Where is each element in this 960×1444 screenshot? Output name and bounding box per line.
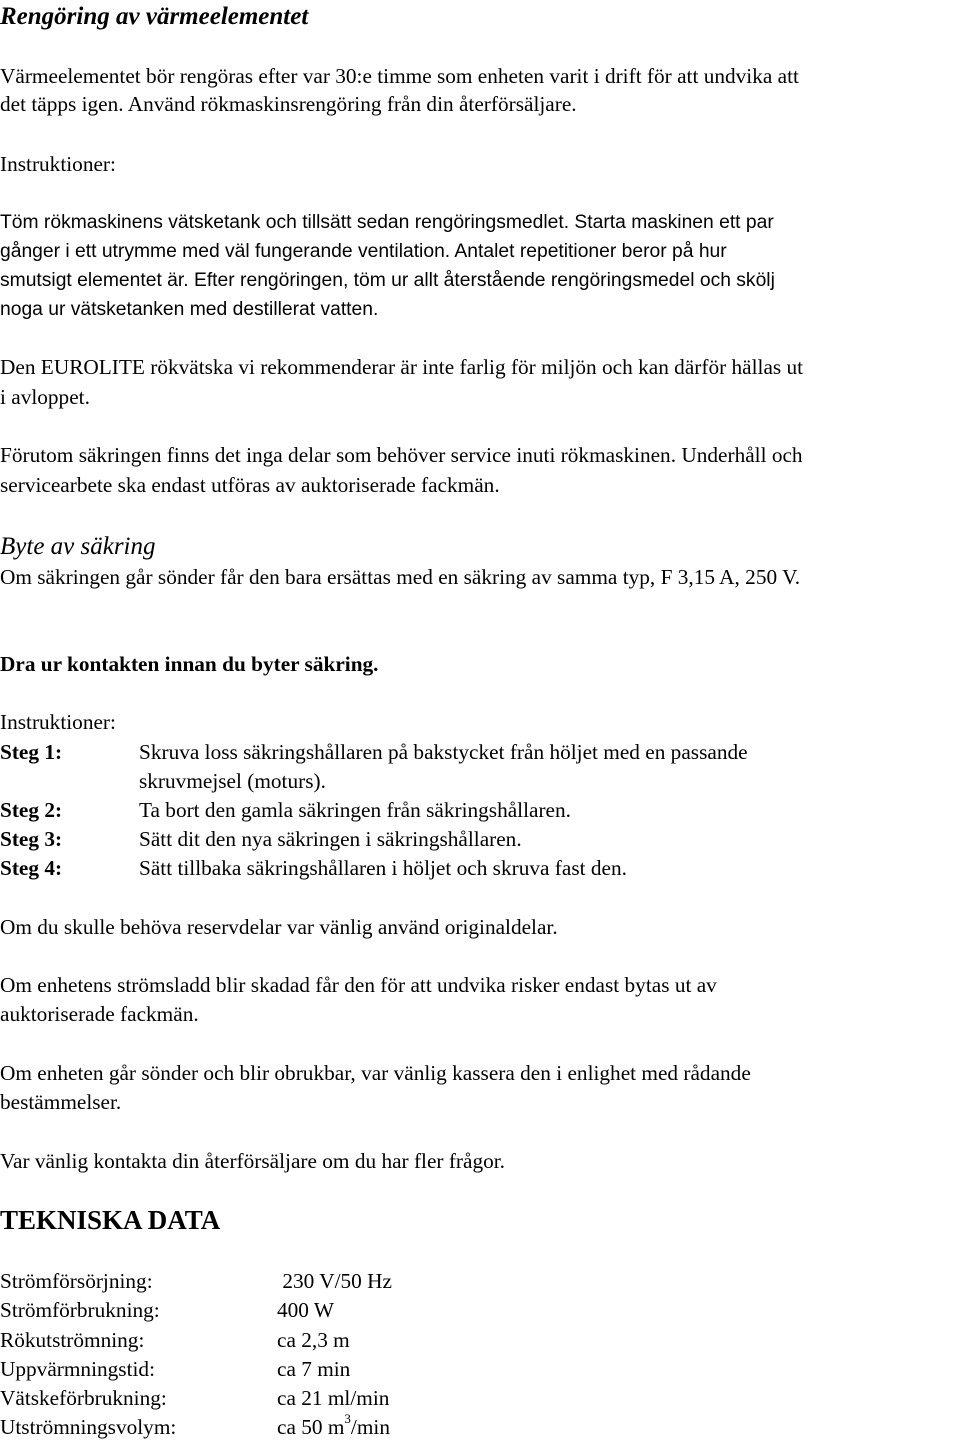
spec-value-power-consumption: 400 W: [277, 1298, 334, 1322]
service-paragraph-line-2: servicearbete ska endast utföras av auktoriserade fackmän.: [0, 473, 500, 497]
step-2-label: Steg 2:: [0, 798, 63, 822]
spec-value-heat-up-time: ca 7 min: [277, 1357, 351, 1381]
spare-parts-paragraph: Om du skulle behöva reservdelar var vänlig använd originaldelar.: [0, 915, 558, 939]
cleaning-intro-line-2: det täpps igen. Använd rökmaskinsrengöring från din återförsäljare.: [0, 92, 577, 116]
step-3-label: Steg 3:: [0, 827, 63, 851]
step-1-text: Skruva loss säkringshållaren på bakstycket från höljet med en passande: [139, 740, 748, 764]
cleaning-intro-line-1: Värmeelementet bör rengöras efter var 30:e timme som enheten varit i drift för att undvika att: [0, 64, 799, 88]
cleaning-steps-line-3: smutsigt elementet är. Efter rengöringen, töm ur allt återstående rengöringsmedel och skölj: [0, 270, 775, 291]
spec-label-heat-up-time: Uppvärmningstid:: [0, 1357, 155, 1381]
spec-label-smoke-output: Rökutströmning:: [0, 1328, 145, 1352]
fuse-heading: Byte av säkring: [0, 533, 156, 560]
fuse-paragraph: Om säkringen går sönder får den bara ersättas med en säkring av samma typ, F 3,15 A, 250 V.: [0, 565, 801, 589]
step-4-text: Sätt tillbaka säkringshållaren i höljet och skruva fast den.: [139, 856, 627, 880]
disposal-paragraph-line-2: bestämmelser.: [0, 1090, 122, 1114]
cleaning-instructions-label: Instruktioner:: [0, 152, 116, 176]
tech-data-heading: TEKNISKA DATA: [0, 1205, 221, 1235]
spec-value-output-volume: [277, 1410, 390, 1442]
disposal-paragraph-line-1: Om enheten går sönder och blir obrukbar, var vänlig kassera den i enlighet med rådande: [0, 1061, 751, 1085]
spec-label-fluid-consumption: Vätskeförbrukning:: [0, 1386, 167, 1410]
spec-value-output-volume-superscript: 3: [344, 1410, 351, 1426]
spec-value-output-volume-prefix: ca 50 m: [277, 1415, 345, 1439]
spec-label-power-consumption: Strömförbrukning:: [0, 1298, 160, 1322]
service-paragraph-line-1: Förutom säkringen finns det inga delar som behöver service inuti rökmaskinen. Underhåll och: [0, 443, 803, 467]
step-4-label: Steg 4:: [0, 856, 63, 880]
step-3-text: Sätt dit den nya säkringen i säkringshållaren.: [139, 827, 522, 851]
cleaning-steps-line-2: gånger i ett utrymme med väl fungerande ventilation. Antalet repetitioner beror på hur: [0, 241, 727, 262]
power-cord-paragraph-line-2: auktoriserade fackmän.: [0, 1002, 199, 1026]
cleaning-heading: Rengöring av värmeelementet: [0, 3, 309, 30]
step-1-label: Steg 1:: [0, 740, 63, 764]
contact-paragraph: Var vänlig kontakta din återförsäljare om du har fler frågor.: [0, 1149, 506, 1173]
spec-label-output-volume: Utströmningsvolym:: [0, 1415, 177, 1439]
spec-value-fluid-consumption: ca 21 ml/min: [277, 1386, 390, 1410]
power-cord-paragraph-line-1: Om enhetens strömsladd blir skadad får den för att undvika risker endast bytas ut av: [0, 973, 717, 997]
cleaning-steps-line-4: noga ur vätsketanken med destillerat vatten.: [0, 299, 379, 320]
spec-value-output-volume-suffix: /min: [350, 1415, 390, 1439]
spec-value-power-supply: 230 V/50 Hz: [277, 1269, 392, 1293]
cleaning-steps-line-1: Töm rökmaskinens vätsketank och tillsätt sedan rengöringsmedlet. Starta maskinen ett par: [0, 212, 774, 233]
spec-label-power-supply: Strömförsörjning:: [0, 1269, 153, 1293]
spec-value-smoke-output: ca 2,3 m: [277, 1328, 350, 1352]
fuse-instructions-label: Instruktioner:: [0, 710, 116, 734]
eurolite-paragraph-line-1: Den EUROLITE rökvätska vi rekommenderar är inte farlig för miljön och kan därför hällas ut: [0, 355, 804, 379]
step-2-text: Ta bort den gamla säkringen från säkringshållaren.: [139, 798, 571, 822]
eurolite-paragraph-line-2: i avloppet.: [0, 385, 90, 409]
step-1-text-continued: skruvmejsel (moturs).: [139, 769, 326, 793]
fuse-warning: Dra ur kontakten innan du byter säkring.: [0, 652, 379, 676]
